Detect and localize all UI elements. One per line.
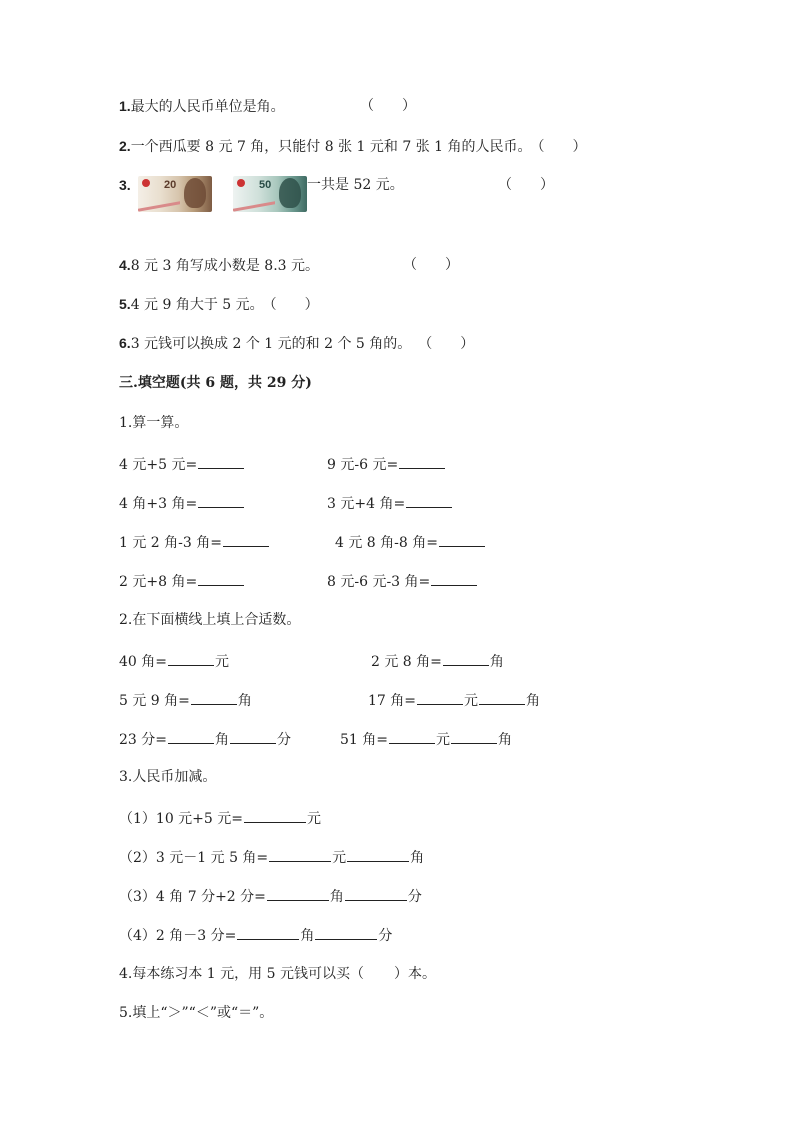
- unit-label: 分: [277, 732, 291, 748]
- question-1-title: 1.算一算。: [119, 415, 189, 431]
- unit-label: 元: [436, 732, 450, 748]
- unit-label: 分: [378, 928, 393, 944]
- item-text: 3 元钱可以换成 2 个 1 元的和 2 个 5 角的。: [130, 336, 412, 352]
- answer-blank[interactable]: [269, 847, 331, 862]
- section-heading: 三.填空题(共 6 题，共 29 分): [119, 375, 312, 391]
- tf-item-4: [119, 256, 319, 275]
- item-number: 2.: [119, 138, 131, 154]
- question-2-title: 2.在下面横线上填上合适数。: [119, 612, 301, 628]
- calc-expression: 1 元 2 角-3 角=: [119, 535, 222, 551]
- answer-blank[interactable]: [223, 532, 269, 547]
- item-number: 4.: [119, 257, 131, 273]
- fill-row-3a: [119, 729, 291, 749]
- item-number: 6.: [119, 335, 131, 351]
- unit-label: 元: [215, 654, 229, 670]
- item-number: 5.: [119, 296, 131, 312]
- calc-expression: 2 元+8 角=: [119, 574, 198, 590]
- answer-blank[interactable]: [479, 690, 525, 705]
- fill-expression: 51 角=: [340, 732, 388, 748]
- money-item-4: [119, 925, 392, 945]
- emblem-icon: [237, 179, 245, 187]
- answer-blank[interactable]: [451, 729, 497, 744]
- unit-label: 元: [464, 693, 478, 709]
- item-number: 1.: [119, 98, 131, 114]
- money-expression: （4）2 角－3 分=: [119, 928, 237, 944]
- calc-row-1: [119, 454, 245, 474]
- answer-paren-2[interactable]: （ ）: [537, 139, 587, 155]
- answer-paren-3[interactable]: （ ）: [498, 177, 554, 193]
- answer-blank[interactable]: [168, 729, 214, 744]
- calc-row-4: [119, 571, 245, 591]
- unit-label: 角: [329, 889, 344, 905]
- answer-paren-6[interactable]: （ ）: [425, 336, 475, 352]
- fill-expression: 2 元 8 角=: [371, 654, 442, 670]
- answer-blank[interactable]: [230, 729, 276, 744]
- fill-row-2b: [368, 690, 540, 710]
- tf-item-3-number: [119, 176, 131, 195]
- item-text: 4 元 9 角大于 5 元。: [130, 297, 264, 313]
- banknote-20-yuan-icon: [138, 176, 212, 212]
- calc-expression: 4 角+3 角=: [119, 496, 198, 512]
- answer-paren-5[interactable]: （ ）: [269, 297, 319, 313]
- answer-blank[interactable]: [389, 729, 435, 744]
- tf-item-6: [119, 334, 474, 353]
- fill-expression: 5 元 9 角=: [119, 693, 190, 709]
- question-4-tail: ）本。: [393, 966, 436, 982]
- money-expression: （3）4 角 7 分+2 分=: [119, 889, 266, 905]
- question-3-title: 3.人民币加减。: [119, 769, 217, 785]
- answer-blank[interactable]: [347, 847, 409, 862]
- fill-expression: 40 角=: [119, 654, 167, 670]
- money-expression: （2）3 元－1 元 5 角=: [119, 850, 269, 866]
- fill-expression: 23 分=: [119, 732, 167, 748]
- unit-label: 角: [526, 693, 540, 709]
- unit-label: 元: [307, 811, 321, 827]
- item-text: 8 元 3 角写成小数是 8.3 元。: [130, 258, 320, 274]
- answer-blank[interactable]: [399, 454, 445, 469]
- question-5-title: 5.填上“＞”“＜”或“＝”。: [119, 1005, 274, 1021]
- unit-label: 角: [498, 732, 512, 748]
- answer-paren-4[interactable]: （ ）: [403, 257, 459, 273]
- answer-blank[interactable]: [267, 886, 329, 901]
- fill-row-2a: [119, 690, 252, 710]
- money-item-2: [119, 847, 424, 867]
- answer-blank[interactable]: [406, 493, 452, 508]
- answer-blank[interactable]: [439, 532, 485, 547]
- unit-label: 角: [489, 654, 504, 670]
- answer-blank[interactable]: [244, 808, 306, 823]
- calc-row-3: [119, 532, 270, 552]
- unit-label: 角: [410, 850, 425, 866]
- emblem-icon: [142, 179, 150, 187]
- calc-expression: 4 元+5 元=: [119, 457, 198, 473]
- calc-row-2: [119, 493, 245, 513]
- answer-blank[interactable]: [237, 925, 299, 940]
- answer-blank[interactable]: [198, 571, 244, 586]
- question-4-text: 4.每本练习本 1 元，用 5 元钱可以买（: [119, 966, 364, 982]
- fill-row-1b: [371, 651, 504, 671]
- answer-blank[interactable]: [168, 651, 214, 666]
- answer-blank[interactable]: [198, 493, 244, 508]
- item-text: 最大的人民币单位是角。: [130, 99, 285, 115]
- calc-row-1b: [327, 454, 446, 474]
- calc-expression: 3 元+4 角=: [327, 496, 406, 512]
- fill-row-1a: [119, 651, 229, 671]
- answer-blank[interactable]: [443, 651, 489, 666]
- answer-blank[interactable]: [417, 690, 463, 705]
- money-expression: （1）10 元+5 元=: [119, 811, 243, 827]
- calc-expression: 9 元-6 元=: [327, 457, 399, 473]
- portrait-icon: [279, 178, 301, 208]
- unit-label: 角: [300, 928, 315, 944]
- answer-blank[interactable]: [315, 925, 377, 940]
- answer-blank[interactable]: [198, 454, 244, 469]
- unit-label: 角: [237, 693, 252, 709]
- unit-label: 元: [332, 850, 347, 866]
- calc-expression: 8 元-6 元-3 角=: [327, 574, 431, 590]
- tf-item-2: [119, 137, 587, 156]
- item-number: 3.: [119, 177, 131, 193]
- unit-label: 角: [215, 732, 229, 748]
- fill-row-3b: [340, 729, 512, 749]
- answer-blank[interactable]: [345, 886, 407, 901]
- unit-label: 分: [407, 889, 422, 905]
- item-text: 一个西瓜要 8 元 7 角，只能付 8 张 1 元和 7 张 1 角的人民币。: [130, 139, 532, 155]
- answer-blank[interactable]: [431, 571, 477, 586]
- money-item-3: [119, 886, 422, 906]
- calc-row-4b: [327, 571, 478, 591]
- calc-row-3b: [335, 532, 486, 552]
- tf-item-1: [119, 97, 285, 116]
- answer-blank[interactable]: [191, 690, 237, 705]
- question-4: [119, 965, 436, 983]
- tf-item-5: [119, 295, 319, 314]
- tf-item-3-text: 一共是 52 元。: [307, 177, 404, 193]
- banknote-value: 50: [259, 179, 272, 191]
- fill-expression: 17 角=: [368, 693, 416, 709]
- calc-row-2b: [327, 493, 453, 513]
- money-item-1: [119, 808, 321, 828]
- answer-paren-1[interactable]: （ ）: [360, 98, 416, 114]
- banknote-50-yuan-icon: [233, 176, 307, 212]
- banknote-value: 20: [164, 179, 177, 191]
- portrait-icon: [184, 178, 206, 208]
- calc-expression: 4 元 8 角-8 角=: [335, 535, 438, 551]
